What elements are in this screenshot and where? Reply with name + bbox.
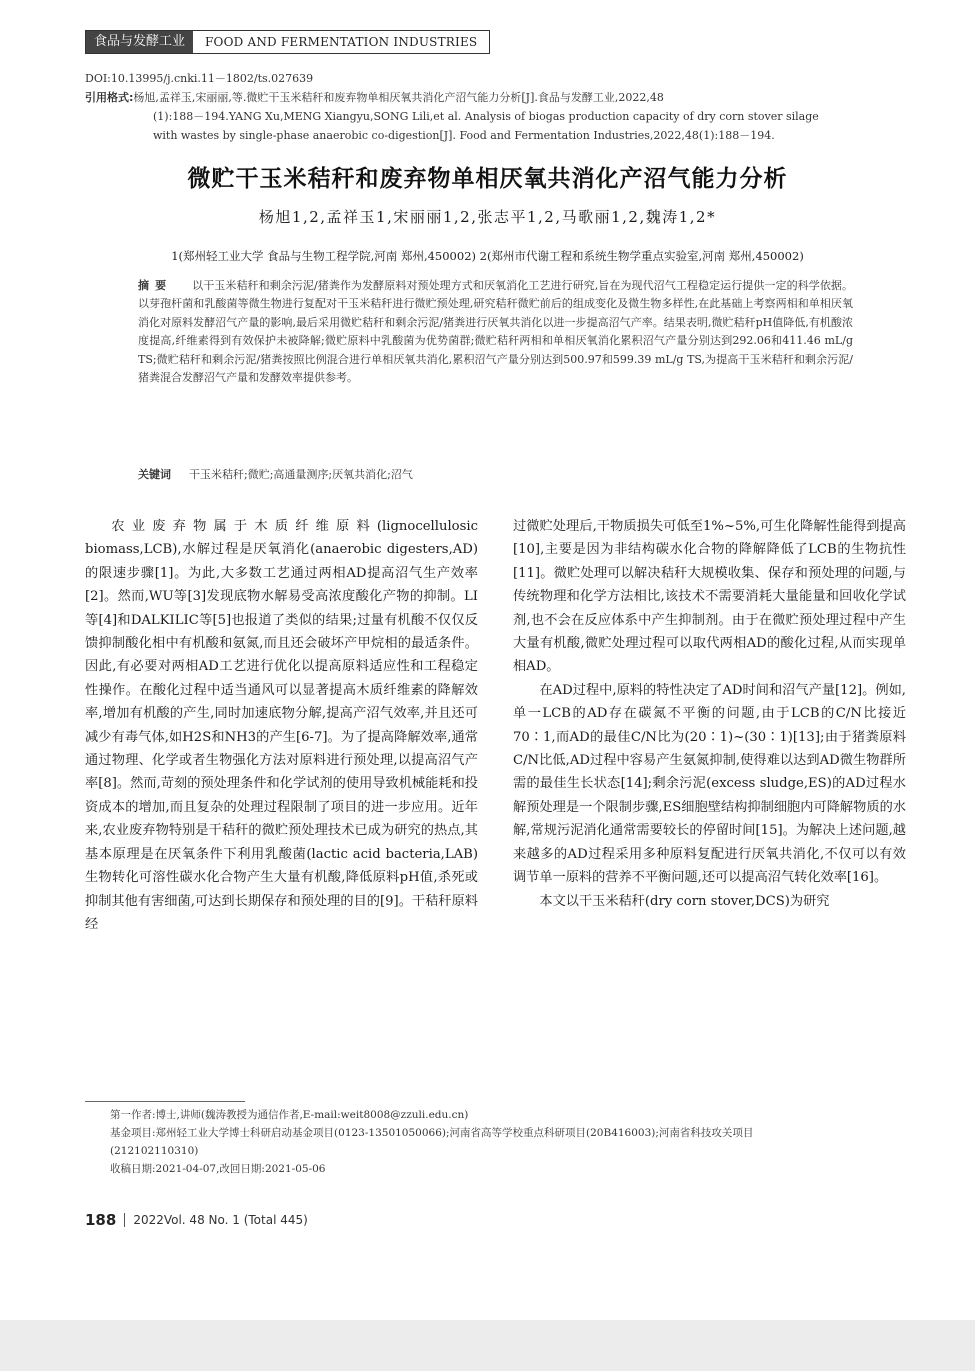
citation-line3: with wastes by single-phase anaerobic co-digestion[J]. Food and Fermentation Industries,2022,48(1):188－194. <box>153 129 775 142</box>
citation-block <box>85 88 905 145</box>
keywords <box>138 466 853 482</box>
page-number: 188 <box>85 1211 117 1229</box>
abstract-label: 摘要 <box>138 279 173 292</box>
journal-name-en: FOOD AND FERMENTATION INDUSTRIES <box>205 35 478 49</box>
body-paragraph: 农业废弃物属于木质纤维原料(lignocellulosic biomass,LCB),水解过程是厌氧消化(anaerobic digesters,AD)的限速步骤[1]。为此,大多数工艺通过两相AD提高沼气生产效率[2]。然而,WU等[3]发现底物水解易受高浓度酸化产物的抑制。LI等[4]和DALKILIC等[5]也报道了类似的结果;过量有机酸不仅仅反馈抑制酸化相中有机酸和氨氮,而且还会破坏产甲烷相的最适条件。因此,有必要对两相AD工艺进行优化以提高原料适应性和工程稳定性操作。在酸化过程中适当通风可以显著提高木质纤维素的降解效率,增加有机酸的产生,同时加速底物分解,提高产沼气效率,并且还可减少有毒气体,如H2S和NH3的产生[6-7]。为了提高降解效率,通常通过物理、化学或者生物强化方法对原料进行预处理,以提高沼气产率[8]。然而,苛刻的预处理条件和化学试剂的使用导致机械能耗和投资成本的增加,而且复杂的处理过程限制了项目的进一步应用。近年来,农业废弃物特别是干秸秆的微贮预处理技术已成为研究的热点,其基本原理是在厌氧条件下利用乳酸菌(lactic acid bacteria,LAB)生物转化可溶性碳水化合物产生大量有机酸,降低原料pH值,杀死或抑制其他有害细菌,可达到长期保存和预处理的目的[9]。干秸秆原料经 <box>85 519 478 932</box>
body-column-left <box>85 515 478 936</box>
body-paragraph: 过微贮处理后,干物质损失可低至1%~5%,可生化降解性能得到提高[10],主要是因为非结构碳水化合物的降解降低了LCB的生物抗性[11]。微贮处理可以解决秸秆大规模收集、保存和预处理的问题,与传统物理和化学方法相比,该技术不需要消耗大量能量和回收化学试剂,也不会在反应体系中产生抑制剂。由于在微贮预处理过程中产生大量有机酸,微贮处理过程可以取代两相AD的酸化过程,从而实现单相AD。 <box>513 519 906 675</box>
journal-header <box>85 30 490 54</box>
abstract-text: 以干玉米秸秆和剩余污泥/猪粪作为发酵原料对预处理方式和厌氧消化工艺进行研究,旨在为现代沼气工程稳定运行提供一定的科学依据。以芽孢杆菌和乳酸菌等微生物进行复配对干玉米秸秆进行微贮预处理,研究秸秆微贮前后的组成变化及微生物多样性,在此基础上考察两相和单相厌氧消化对原料发酵沼气产量的影响,最后采用微贮秸秆和剩余污泥/猪粪进行厌氧共消化以进一步提高沼气产率。结果表明,微贮秸秆pH值降低,有机酸浓度提高,纤维素得到有效保护未被降解;微贮原料中乳酸菌为优势菌群;微贮秸秆两相和单相厌氧消化累积沼气产量分别达到292.06和411.46 mL/g TS;微贮秸秆和剩余污泥/猪粪按照比例混合进行单相厌氧共消化,累积沼气产量分别达到500.97和599.39 mL/g TS,为提高干玉米秸秆和剩余污泥/猪粪混合发酵沼气产量和发酵效率提供参考。 <box>138 279 853 385</box>
footnote-funding-cont: (212102110310) <box>110 1145 199 1157</box>
journal-name-cn: 食品与发酵工业 <box>86 31 193 53</box>
viewer-bottom-band <box>0 1320 975 1371</box>
citation-line2: (1):188－194.YANG Xu,MENG Xiangyu,SONG Lili,et al. Analysis of biogas production capacity of dry corn stover silage <box>153 110 819 123</box>
affiliation: 1(郑州轻工业大学 食品与生物工程学院,河南 郑州,450002) 2(郑州市代谢工程和系统生物学重点实验室,河南 郑州,450002) <box>171 249 804 263</box>
footnote-funding: 基金项目:郑州轻工业大学博士科研启动基金项目(0123-13501050066);河南省高等学校重点科研项目(20B416003);河南省科技攻关项目 <box>110 1127 754 1139</box>
footnote-first-author: 第一作者:博士,讲师(魏涛教授为通信作者,E-mail:weit8008@zzuli.edu.cn) <box>110 1109 469 1121</box>
body-column-right <box>513 515 906 913</box>
body-paragraph: 本文以干玉米秸秆(dry corn stover,DCS)为研究 <box>539 893 830 909</box>
footer-separator <box>124 1213 125 1227</box>
body-paragraph: 在AD过程中,原料的特性决定了AD时间和沼气产量[12]。例如,单一LCB的AD存在碳氮不平衡的问题,由于LCB的C/N比接近70∶1,而AD的最佳C/N比为(20∶1)~(30∶1)[13];由于猪粪原料C/N比低,AD过程中容易产生氨氮抑制,使得难以达到AD微生物群所需的最佳生长状态[14];剩余污泥(excess sludge,ES)的AD过程水解预处理是一个限制步骤,ES细胞壁结构抑制细胞内可降解物质的水解,常规污泥消化通常需要较长的停留时间[15]。为解决上述问题,越来越多的AD过程采用多种原料复配进行厌氧共消化,不仅可以有效调节单一原料的营养不平衡问题,还可以提高沼气转化效率[16]。 <box>513 682 906 886</box>
citation-line1: 杨旭,孟祥玉,宋丽丽,等.微贮干玉米秸秆和废弃物单相厌氧共消化产沼气能力分析[J].食品与发酵工业,2022,48 <box>133 91 664 104</box>
issue-info: 2022Vol. 48 No. 1 (Total 445) <box>133 1213 308 1227</box>
article-title: 微贮干玉米秸秆和废弃物单相厌氧共消化产沼气能力分析 <box>187 166 788 192</box>
footnote-dates: 收稿日期:2021-04-07,改回日期:2021-05-06 <box>110 1163 326 1175</box>
doi: DOI:10.13995/j.cnki.11－1802/ts.027639 <box>85 72 314 85</box>
authors: 杨旭1,2,孟祥玉1,宋丽丽1,2,张志平1,2,马歌丽1,2,魏涛1,2* <box>258 208 717 226</box>
footnote-divider <box>85 1101 245 1102</box>
footnotes <box>110 1106 910 1178</box>
keywords-label: 关键词 <box>138 468 171 481</box>
abstract <box>138 277 853 387</box>
keywords-text: 干玉米秸秆;微贮;高通量测序;厌氧共消化;沼气 <box>189 468 413 481</box>
page-footer <box>85 1211 308 1229</box>
citation-label: 引用格式: <box>85 91 134 104</box>
